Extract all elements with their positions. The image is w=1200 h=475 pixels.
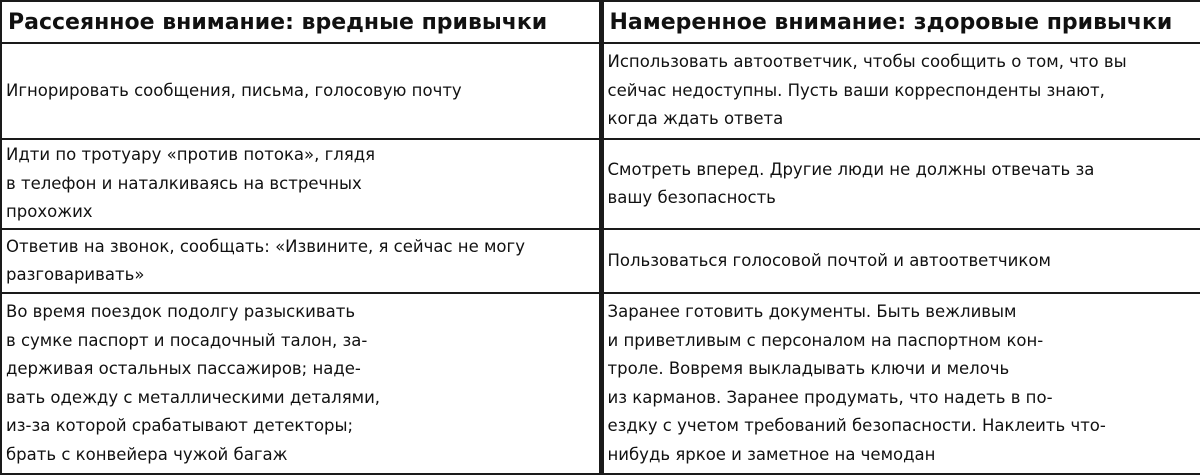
good-habit-cell [601,229,1200,293]
text-line: Смотреть вперед. Другие люди не должны отвечать за [607,159,1095,179]
text-line: вашу безопасность [607,188,776,207]
text-line: из-за которой срабатывают детекторы; [6,416,354,435]
text-line: Ответив на звонок, сообщать: «Извините, я сейчас не могу [6,236,525,256]
text-line: Заранее готовить документы. Быть вежливым [607,302,1017,321]
text-line: разговаривать» [6,265,145,284]
table-row [1,139,1200,229]
text-line: прохожих [6,202,93,222]
text-line: и приветливым с персоналом на паспортном кон- [607,330,1044,350]
text-line: из карманов. Заранее продумать, что надеть в по- [607,387,1053,407]
text-line: троле. Вовремя выкладывать ключи и мелочь [607,359,1010,378]
good-habit-cell [601,139,1200,229]
bad-habit-cell [1,43,601,139]
header-intentional-attention: Намеренное внимание: здоровые привычки [601,1,1200,43]
table-row [1,293,1200,474]
text-line: сейчас недоступны. Пусть ваши корреспонденты знают, [607,80,1105,100]
text-line: нибудь яркое и заметное на чемодан [607,444,936,464]
bad-habit-cell [1,293,601,474]
table-row [1,43,1200,139]
text-line: когда ждать ответа [607,109,784,129]
header-row [1,1,1200,43]
header-scattered-attention: Рассеянное внимание: вредные привычки [1,1,601,43]
text-line: брать с конвейера чужой багаж [6,444,288,464]
bad-habit-cell [1,229,601,293]
good-habit-cell [601,293,1200,474]
table-row [1,229,1200,293]
text-line: Идти по тротуару «против потока», глядя [6,145,376,165]
good-habit-cell [601,43,1200,139]
text-line: Пользоваться голосовой почтой и автоответчиком [607,250,1051,270]
text-line: вать одежду с металлическими деталями, [6,387,381,407]
text-line: в телефон и наталкиваясь на встречных [6,173,362,193]
text-line: ездку с учетом требований безопасности. Наклеить что- [607,416,1106,435]
bad-habit-cell [1,139,601,229]
text-line: в сумке паспорт и посадочный талон, за- [6,330,368,350]
text-line: держивая остальных пассажиров; наде- [6,359,361,378]
text-line: Во время поездок подолгу разыскивать [6,302,356,321]
text-line: Использовать автоответчик, чтобы сообщить о том, что вы [607,52,1127,72]
text-line: Игнорировать сообщения, письма, голосовую почту [6,80,462,100]
